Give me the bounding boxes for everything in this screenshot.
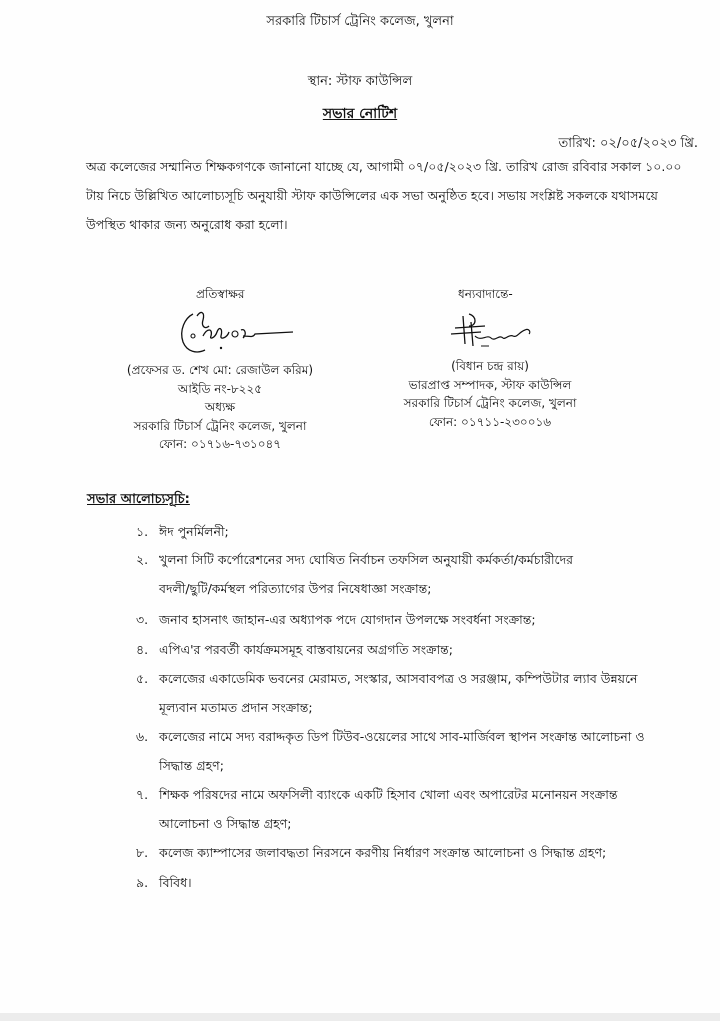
sender-designation: ভারপ্রাপ্ত সম্পাদক, স্টাফ কাউন্সিল <box>408 377 572 392</box>
institution-header: সরকারি টিচার্স ট্রেনিং কলেজ, খুলনা <box>266 14 454 29</box>
notice-date: তারিখ: ০২/০৫/২০২৩ খ্রি. <box>558 136 698 151</box>
agenda-item-line: কলেজের নামে সদ্য বরাদ্দকৃত ডিপ টিউব-ওয়েলের সাথে সাব-মার্জিবল স্থাপন সংক্রান্ত আলোচনা ও <box>159 729 645 744</box>
notice-body <box>86 152 706 239</box>
agenda-item-line: খুলনা সিটি কর্পোরেশনের সদ্য ঘোষিত নির্বাচন তফসিল অনুযায়ী কর্মকর্তা/কর্মচারীদের <box>159 552 574 567</box>
body-line: টায় নিচে উল্লিখিত আলোচ্যসূচি অনুযায়ী স্টাফ কাউন্সিলের এক সভা অনুষ্ঠিত হবে। সভায় সংশ্লিষ্ট সকলকে যথাসময়ে <box>86 188 658 203</box>
agenda-item-number: ৬. <box>136 729 149 744</box>
agenda-item-number: ৫. <box>136 671 149 686</box>
countersign-phone: ফোন: ০১৭১৬-৭৩১০৪৭ <box>158 437 282 451</box>
agenda-item-line: আলোচনা ও সিদ্ধান্ত গ্রহণ; <box>159 816 292 831</box>
agenda-item-text <box>159 635 719 664</box>
sender-name: (বিধান চন্দ্র রায়) <box>451 359 529 373</box>
agenda-item-text <box>159 664 719 722</box>
agenda-item-number: ১. <box>136 524 149 539</box>
agenda-item-line: ঈদ পুনর্মিলনী; <box>159 524 229 539</box>
agenda-item-line: জনাব হাসনাৎ জাহান-এর অধ্যাপক পদে যোগদান উপলক্ষে সংবর্ধনা সংক্রান্ত; <box>159 612 536 627</box>
agenda-item-text <box>159 722 719 780</box>
sender-phone: ফোন: ০১৭১১-২৩০০১৬ <box>428 414 552 429</box>
notice-title: সভার নোটিশ <box>322 106 398 122</box>
agenda-item-line: কলেজ ক্যাম্পাসের জলাবদ্ধতা নিরসনে করণীয় নির্ধারণ সংক্রান্ত আলোচনা ও সিদ্ধান্ত গ্রহণ; <box>159 845 607 860</box>
venue-line: স্থান: স্টাফ কাউন্সিল <box>307 74 413 89</box>
countersign-details <box>90 361 350 454</box>
agenda-item-text <box>159 780 719 838</box>
countersign-designation: অধ্যক্ষ <box>204 400 236 414</box>
agenda-item-number: ৪. <box>136 642 149 657</box>
agenda-item-number: ৩. <box>136 612 149 627</box>
agenda-item-number: ২. <box>136 552 149 567</box>
agenda-item-line: কলেজের একাডেমিক ভবনের মেরামত, সংস্কার, আসবাবপত্র ও সরঞ্জাম, কম্পিউটার ল্যাব উন্নয়নে <box>159 671 638 686</box>
agenda-item-line: এপিএ'র পরবর্তী কার্যক্রমসমূহ বাস্তবায়নের অগ্রগতি সংক্রান্ত; <box>159 642 454 657</box>
agenda-title: সভার আলোচ্যসূচি: <box>87 492 190 507</box>
sender-label: ধন্যবাদান্তে- <box>458 287 513 301</box>
agenda-item-number: ৭. <box>136 787 149 802</box>
agenda-item-text <box>159 838 719 867</box>
agenda-item-text <box>159 545 719 603</box>
countersign-name: (প্রফেসর ড. শেখ মো: রেজাউল করিম) <box>126 363 314 377</box>
principal-signature <box>175 308 300 358</box>
sender-details <box>390 357 590 431</box>
agenda-item-line: বিবিধ। <box>159 875 192 890</box>
agenda-item-text <box>159 868 719 897</box>
agenda-item-text <box>159 605 719 634</box>
page-bottom-edge <box>0 1013 720 1021</box>
body-line: উপস্থিত থাকার জন্য অনুরোধ করা হলো। <box>86 217 288 232</box>
agenda-item-text <box>159 517 719 546</box>
agenda-item-number: ৮. <box>136 845 149 860</box>
agenda-item-number: ৯. <box>136 875 149 890</box>
countersign-label: প্রতিস্বাক্ষর <box>196 287 245 301</box>
agenda-item-line: বদলী/ছুটি/কর্মস্থল পরিত্যাগের উপর নিষেধাজ্ঞা সংক্রান্ত; <box>159 581 432 596</box>
countersign-id: আইডি নং-৮২২৫ <box>177 381 263 396</box>
agenda-item-line: শিক্ষক পরিষদের নামে অফসিলী ব্যাংকে একটি হিসাব খোলা এবং অপারেটর মনোনয়ন সংক্রান্ত <box>159 787 618 802</box>
countersign-institution: সরকারি টিচার্স ট্রেনিং কলেজ, খুলনা <box>133 418 307 433</box>
body-line: অত্র কলেজের সম্মানিত শিক্ষকগণকে জানানো যাচ্ছে যে, আগামী ০৭/০৫/২০২৩ খ্রি. তারিখ রোজ রবিবার সকাল ১০.০০ <box>86 159 682 174</box>
sender-institution: সরকারি টিচার্স ট্রেনিং কলেজ, খুলনা <box>403 396 577 410</box>
agenda-item-line: সিদ্ধান্ত গ্রহণ; <box>159 758 224 773</box>
sender-signature <box>445 312 545 352</box>
agenda-item-line: মূল্যবান মতামত প্রদান সংক্রান্ত; <box>159 700 313 715</box>
